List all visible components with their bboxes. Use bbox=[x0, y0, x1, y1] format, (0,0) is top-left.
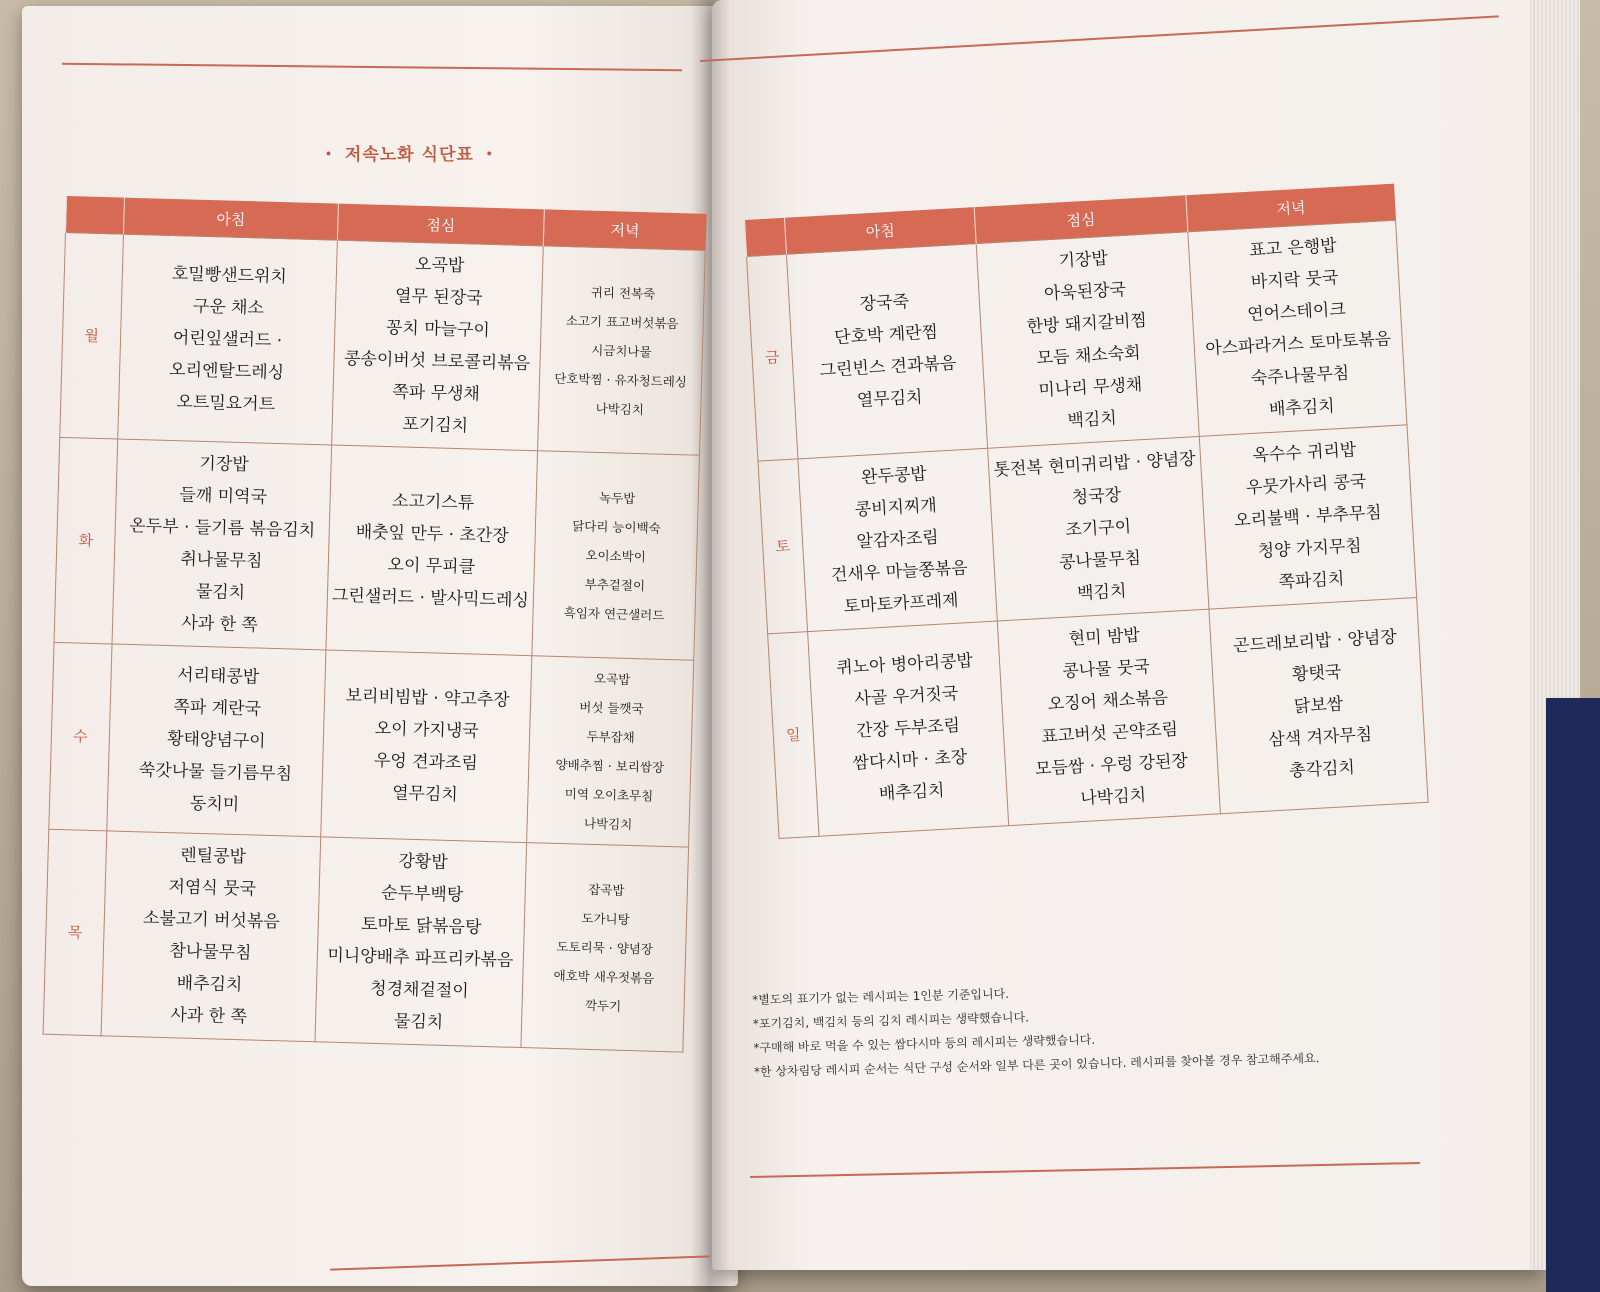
menu-item: 토마토 닭볶음탕 bbox=[360, 914, 482, 938]
lunch-cell bbox=[976, 232, 1199, 449]
menu-item: 황탯국 bbox=[1291, 662, 1342, 686]
menu-item: 물김치 bbox=[393, 1011, 444, 1033]
menu-item: 들깨 미역국 bbox=[179, 485, 268, 508]
menu-item: 열무김치 bbox=[391, 783, 459, 806]
menu-item: 꽁치 마늘구이 bbox=[385, 317, 491, 341]
menu-item: 렌틸콩밥 bbox=[179, 845, 247, 868]
menu-item: 청국장 bbox=[1071, 485, 1122, 509]
day-label: 화 bbox=[54, 437, 118, 644]
menu-item: 콩비지찌개 bbox=[854, 495, 938, 521]
breakfast-cell bbox=[112, 439, 332, 650]
menu-item: 쑥갓나물 들기름무침 bbox=[138, 760, 293, 785]
breakfast-cell bbox=[808, 621, 1009, 836]
header-dinner: 저녁 bbox=[1186, 184, 1396, 232]
dinner-cell bbox=[521, 843, 689, 1052]
header-breakfast: 아침 bbox=[784, 207, 976, 254]
dinner-cell bbox=[1188, 220, 1407, 436]
menu-item: 흑임자 연근샐러드 bbox=[563, 604, 665, 623]
header-lunch: 점심 bbox=[337, 204, 544, 246]
header-breakfast: 아침 bbox=[123, 198, 338, 240]
menu-item: 총각김치 bbox=[1288, 757, 1356, 782]
breakfast-cell bbox=[118, 234, 338, 445]
menu-item: 나박김치 bbox=[595, 400, 645, 417]
menu-item: 버섯 들깻국 bbox=[579, 699, 644, 717]
menu-item: 건새우 마늘쫑볶음 bbox=[830, 558, 969, 586]
menu-item: 콩나물 뭇국 bbox=[1061, 657, 1151, 682]
menu-item: 쪽파김치 bbox=[1278, 569, 1345, 593]
menu-item: 완두콩밥 bbox=[860, 464, 928, 488]
menu-item: 백김치 bbox=[1067, 408, 1118, 432]
menu-item: 알감자조림 bbox=[856, 527, 940, 553]
table-row bbox=[60, 232, 705, 455]
menu-item: 기장밥 bbox=[199, 453, 249, 476]
lunch-cell bbox=[332, 240, 544, 451]
menu-item: 연어스테이크 bbox=[1246, 299, 1347, 326]
lunch-cell bbox=[997, 609, 1220, 826]
day-label: 일 bbox=[768, 632, 819, 839]
menu-item: 참나물무침 bbox=[169, 941, 252, 964]
menu-item: 우뭇가사리 콩국 bbox=[1245, 471, 1367, 499]
menu-item: 나박김치 bbox=[1079, 785, 1147, 810]
menu-item: 모듬쌈 · 우렁 강된장 bbox=[1034, 751, 1189, 780]
menu-item: 열무김치 bbox=[856, 387, 924, 411]
lunch-cell bbox=[326, 445, 538, 656]
menu-item: 사과 한 쪽 bbox=[181, 613, 259, 636]
menu-item: 도토리묵 · 양념장 bbox=[556, 938, 654, 957]
menu-item: 오이 무피클 bbox=[387, 555, 476, 578]
menu-item: 소불고기 버섯볶음 bbox=[142, 908, 280, 933]
menu-item: 현미 밤밥 bbox=[1068, 625, 1141, 650]
menu-item: 단호박 계란찜 bbox=[833, 322, 939, 349]
table-row bbox=[768, 598, 1428, 839]
menu-item: 오이소박이 bbox=[585, 547, 647, 564]
header-lunch: 점심 bbox=[974, 195, 1188, 243]
header-corner bbox=[65, 196, 124, 234]
menu-item: 단호박찜 · 유자청드레싱 bbox=[554, 370, 688, 389]
menu-item: 잡곡밥 bbox=[588, 881, 625, 898]
menu-item: 오징어 채소볶음 bbox=[1047, 688, 1169, 715]
menu-table-left bbox=[43, 196, 707, 1053]
book-gutter bbox=[690, 0, 730, 1292]
day-label: 목 bbox=[43, 829, 107, 1036]
menu-item: 구운 채소 bbox=[192, 296, 265, 319]
menu-item: 아욱된장국 bbox=[1043, 279, 1127, 305]
menu-item: 토마토카프레제 bbox=[843, 590, 960, 618]
footnote: *별도의 표기가 없는 레시피는 1인분 기준입니다. bbox=[752, 986, 1010, 1007]
menu-item: 오트밀요거트 bbox=[176, 392, 276, 415]
menu-item: 사과 한 쪽 bbox=[170, 1005, 248, 1028]
menu-item: 바지락 뭇국 bbox=[1250, 267, 1339, 293]
menu-item: 그린빈스 견과볶음 bbox=[819, 353, 957, 381]
menu-item: 배추김치 bbox=[1268, 396, 1336, 420]
footnote: *구매해 바로 먹을 수 있는 쌈다시마 등의 레시피는 생략했습니다. bbox=[753, 1032, 1096, 1055]
dinner-cell bbox=[538, 246, 706, 455]
footnotes bbox=[752, 972, 1414, 1084]
menu-item: 아스파라거스 토마토볶음 bbox=[1204, 329, 1392, 360]
header-dinner: 저녁 bbox=[543, 209, 706, 250]
menu-item: 배추김치 bbox=[878, 780, 946, 805]
menu-item: 표고버섯 곤약조림 bbox=[1040, 719, 1179, 748]
book-cover bbox=[1546, 698, 1600, 1292]
menu-item: 곤드레보리밥 · 양념장 bbox=[1232, 627, 1398, 657]
table-row bbox=[49, 642, 694, 847]
menu-item: 배춧잎 만두 · 초간장 bbox=[355, 522, 509, 547]
menu-item: 오이 가지냉국 bbox=[374, 718, 479, 742]
lunch-cell bbox=[988, 436, 1209, 621]
menu-item: 황태양념구이 bbox=[166, 729, 266, 752]
breakfast-cell bbox=[101, 831, 321, 1042]
table-row bbox=[54, 437, 699, 660]
menu-item: 깍두기 bbox=[584, 997, 622, 1014]
table-row bbox=[747, 220, 1407, 461]
menu-item: 배추김치 bbox=[176, 973, 243, 996]
table-row bbox=[43, 829, 688, 1052]
menu-item: 오곡밥 bbox=[414, 254, 465, 277]
menu-item: 톳전복 현미귀리밥 · 양념장 bbox=[993, 449, 1197, 481]
menu-item: 저염식 뭇국 bbox=[168, 877, 257, 900]
menu-item: 동치미 bbox=[189, 793, 240, 816]
menu-item: 청경채겉절이 bbox=[369, 978, 469, 1002]
menu-item: 부추겉절이 bbox=[584, 576, 646, 593]
menu-item: 소고기 표고버섯볶음 bbox=[565, 312, 679, 331]
menu-item: 애호박 새우젓볶음 bbox=[553, 967, 655, 986]
day-label: 월 bbox=[60, 232, 124, 439]
menu-item: 쪽파 계란국 bbox=[173, 697, 262, 720]
menu-item: 열무 된장국 bbox=[394, 286, 483, 309]
menu-item: 나박김치 bbox=[583, 815, 633, 833]
menu-item: 미나리 무생채 bbox=[1037, 375, 1143, 401]
menu-item: 콩송이버섯 브로콜리볶음 bbox=[343, 348, 531, 375]
menu-item: 강황밥 bbox=[398, 851, 448, 873]
menu-item: 미니양배추 파프리카볶음 bbox=[327, 945, 514, 971]
menu-item: 우엉 견과조림 bbox=[373, 750, 479, 774]
menu-item: 장국죽 bbox=[859, 291, 910, 315]
page-title: ・ 저속노화 식단표 ・ bbox=[320, 145, 499, 165]
menu-item: 보리비빔밥 · 약고추장 bbox=[345, 686, 510, 711]
menu-item: 닭보쌈 bbox=[1293, 694, 1344, 718]
menu-item: 도가니탕 bbox=[581, 910, 630, 927]
menu-item: 포기김치 bbox=[402, 414, 469, 437]
day-label: 금 bbox=[747, 254, 798, 461]
menu-item: 쪽파 무생채 bbox=[392, 382, 481, 405]
menu-item: 오곡밥 bbox=[593, 670, 631, 687]
menu-item: 쌈다시마 · 초장 bbox=[852, 747, 968, 774]
footnote: *포기김치, 백김치 등의 김치 레시피는 생략했습니다. bbox=[752, 1010, 1030, 1031]
menu-item: 기장밥 bbox=[1058, 248, 1109, 272]
day-label: 수 bbox=[49, 642, 112, 831]
menu-item: 순두부백탕 bbox=[380, 883, 464, 906]
menu-item: 청양 가지무침 bbox=[1257, 536, 1363, 562]
menu-item: 서리태콩밥 bbox=[176, 665, 260, 688]
menu-item: 콩나물무침 bbox=[1058, 548, 1142, 573]
menu-item: 한방 돼지갈비찜 bbox=[1026, 310, 1148, 338]
menu-item: 그린샐러드 · 발사믹드레싱 bbox=[331, 585, 530, 612]
menu-item: 오리엔탈드레싱 bbox=[168, 359, 285, 384]
menu-item: 온두부 · 들기름 볶음김치 bbox=[129, 515, 316, 542]
menu-item: 양배추찜 · 보리쌈장 bbox=[555, 756, 665, 775]
menu-item: 닭다리 능이백숙 bbox=[572, 517, 661, 536]
menu-item: 시금치나물 bbox=[591, 342, 652, 359]
day-label: 토 bbox=[758, 459, 808, 634]
header-corner bbox=[744, 218, 786, 257]
dinner-cell bbox=[1199, 425, 1416, 609]
breakfast-cell bbox=[798, 448, 997, 631]
footnote: *한 상차림당 레시피 순서는 식단 구성 순서와 일부 다른 곳이 있습니다. 레시피를 찾아볼 경우 참고해주세요. bbox=[753, 1051, 1320, 1079]
menu-item: 표고 은행밥 bbox=[1248, 235, 1338, 261]
menu-item: 두부잡채 bbox=[586, 728, 635, 746]
dinner-cell bbox=[532, 451, 700, 660]
menu-item: 조기구이 bbox=[1064, 516, 1132, 541]
lunch-cell bbox=[321, 650, 532, 843]
menu-item: 삼색 겨자무침 bbox=[1267, 724, 1373, 751]
menu-item: 모듬 채소숙회 bbox=[1036, 343, 1142, 369]
menu-item: 옥수수 귀리밥 bbox=[1251, 440, 1357, 466]
menu-table-right bbox=[744, 184, 1429, 839]
menu-item: 어린잎샐러드 · bbox=[172, 328, 283, 352]
menu-item: 귀리 전복죽 bbox=[590, 284, 656, 301]
menu-item: 사골 우거짓국 bbox=[853, 683, 959, 710]
menu-item: 미역 오이초무침 bbox=[564, 786, 654, 804]
menu-item: 백김치 bbox=[1076, 581, 1128, 604]
menu-item: 녹두밥 bbox=[598, 489, 636, 506]
dinner-cell bbox=[527, 656, 694, 847]
menu-item: 숙주나물무침 bbox=[1250, 363, 1350, 389]
menu-item: 호밀빵샌드위치 bbox=[171, 263, 288, 288]
dinner-cell bbox=[1209, 598, 1428, 814]
lunch-cell bbox=[315, 837, 527, 1048]
menu-item: 퀴노아 병아리콩밥 bbox=[835, 650, 974, 679]
menu-item: 소고기스튜 bbox=[391, 491, 475, 514]
menu-item: 취나물무침 bbox=[180, 549, 263, 572]
menu-item: 물김치 bbox=[195, 581, 246, 604]
breakfast-cell bbox=[107, 644, 326, 837]
menu-item: 오리불백 · 부추무침 bbox=[1233, 502, 1383, 532]
breakfast-cell bbox=[786, 244, 987, 459]
menu-item: 간장 두부조림 bbox=[855, 715, 961, 742]
